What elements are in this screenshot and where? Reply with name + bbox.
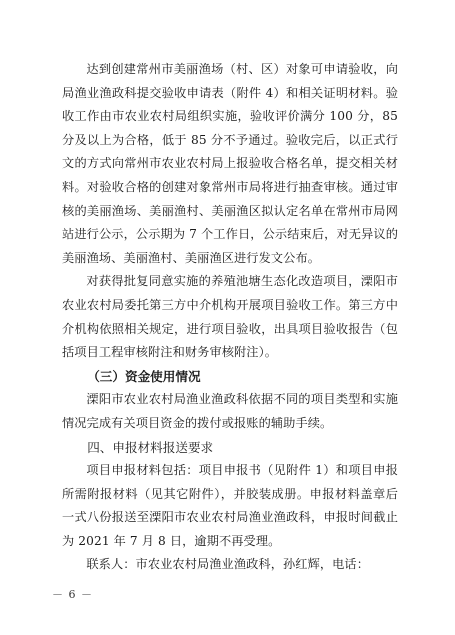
paragraph-materials: 项目申报材料包括：项目申报书（见附件 1）和项目申报所需附报材料（见其它附件），并胶装成册。申报材料盖章后一式八份报送至溧阳市农业农村局渔业渔政科，申报时间截止为 2021 年 7 月 8 日，逾期不再受理。 xyxy=(62,463,398,548)
page-number: － 6 － xyxy=(52,588,93,601)
document-body xyxy=(62,58,398,577)
paragraph-acceptance: 达到创建常州市美丽渔场（村、区）对象可申请验收，向局渔业渔政科提交验收申请表（附件 4）和相关证明材料。验收工作由市农业农村局组织实施，验收评价满分 100 分，85 分及以上为合格，低于 85 分不予通过。验收完后，以正式行文的方式向常州市农业农村局上报验收合格名单，提交相关材料。对验收合格的创建对象常州市局将进行抽查审核。通过审核的美丽渔场、美丽渔村、美丽渔区拟认定名单在常州市局网站进行公示，公示期为 7 个工作日，公示结束后，对无异议的美丽渔场、美丽渔村、美丽渔区进行发文公布。 xyxy=(62,62,398,265)
paragraph-third-party: 对获得批复同意实施的养殖池塘生态化改造项目，溧阳市农业农村局委托第三方中介机构开展项目验收工作。第三方中介机构依照相关规定，进行项目验收，出具项目验收报告（包括项目工程审核附注和财务审核附注）。 xyxy=(62,274,398,360)
paragraph-funds-usage: 溧阳市农业农村局渔业渔政科依据不同的项目类型和实施情况完成有关项目资金的拨付或报账的辅助手续。 xyxy=(62,392,398,430)
paragraph-contact: 联系人：市农业农村局渔业渔政科，孙红辉，电话： xyxy=(86,557,370,572)
heading-submission-requirements: 四、申报材料报送要求 xyxy=(87,439,214,455)
heading-funds-usage: （三）资金使用情况 xyxy=(87,368,201,384)
